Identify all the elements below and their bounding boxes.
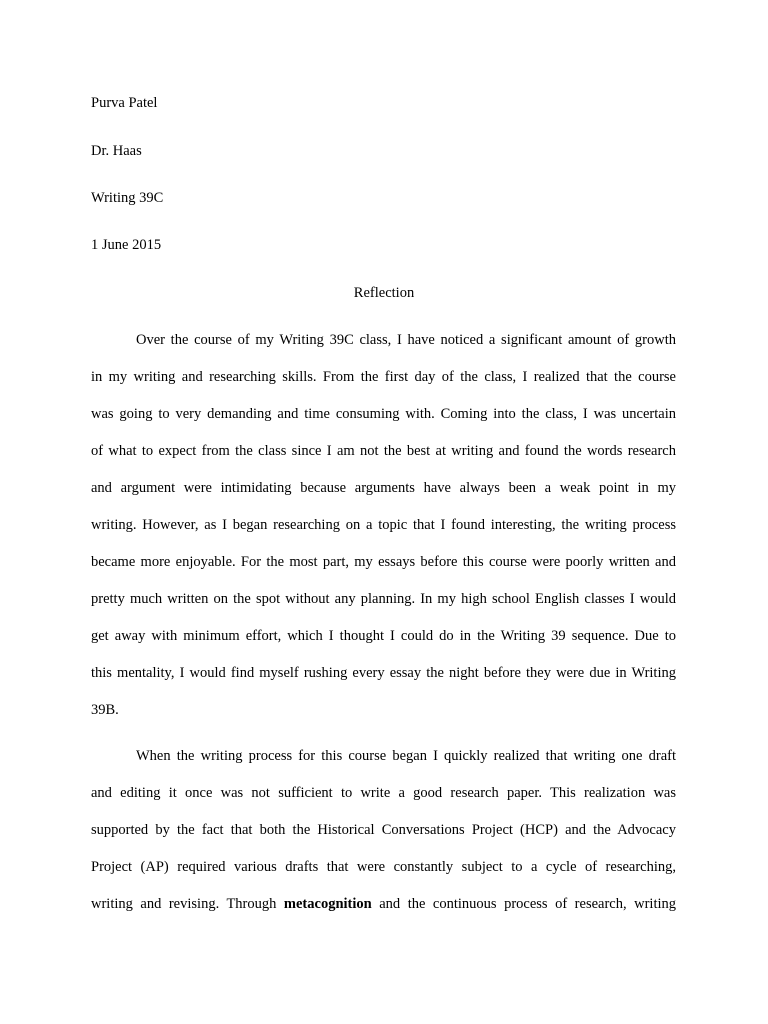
author-name: Purva Patel	[91, 95, 158, 111]
paragraph-line: and argument were intimidating because arguments have always been a weak point in my	[91, 480, 676, 496]
paragraph-line: of what to expect from the class since I am not the best at writing and found the words research	[91, 443, 676, 459]
paragraph-line: supported by the fact that both the Historical Conversations Project (HCP) and the Advocacy	[91, 822, 676, 838]
text-run: and the continuous process of research, writing	[371, 896, 677, 912]
course-name: Writing 39C	[91, 190, 164, 206]
paragraph-line: When the writing process for this course began I quickly realized that writing one draft	[136, 748, 676, 764]
paragraph-line: this mentality, I would find myself rushing every essay the night before they were due in Writing	[91, 665, 676, 681]
paragraph-line: Project (AP) required various drafts that were constantly subject to a cycle of researching,	[91, 859, 676, 875]
document-title: Reflection	[353, 285, 415, 301]
paragraph-line	[91, 895, 676, 913]
paragraph-line: became more enjoyable. For the most part, my essays before this course were poorly written and	[91, 554, 676, 570]
instructor-name: Dr. Haas	[91, 143, 142, 159]
date: 1 June 2015	[91, 237, 162, 253]
bold-term: metacognition	[283, 896, 372, 912]
paragraph-line: 39B.	[91, 702, 119, 718]
paragraph-line: and editing it once was not sufficient to write a good research paper. This realization was	[91, 785, 676, 801]
paragraph-line: get away with minimum effort, which I thought I could do in the Writing 39 sequence. Due to	[91, 628, 676, 644]
paragraph-line: was going to very demanding and time consuming with. Coming into the class, I was uncertain	[91, 406, 676, 422]
paragraph-line: pretty much written on the spot without any planning. In my high school English classes I would	[91, 591, 676, 607]
paragraph-line: Over the course of my Writing 39C class, I have noticed a significant amount of growth	[136, 332, 676, 348]
text-run: writing and revising. Through	[91, 896, 284, 912]
paragraph-line: in my writing and researching skills. From the first day of the class, I realized that the course	[91, 369, 676, 385]
paragraph-line: writing. However, as I began researching on a topic that I found interesting, the writing process	[91, 517, 676, 533]
